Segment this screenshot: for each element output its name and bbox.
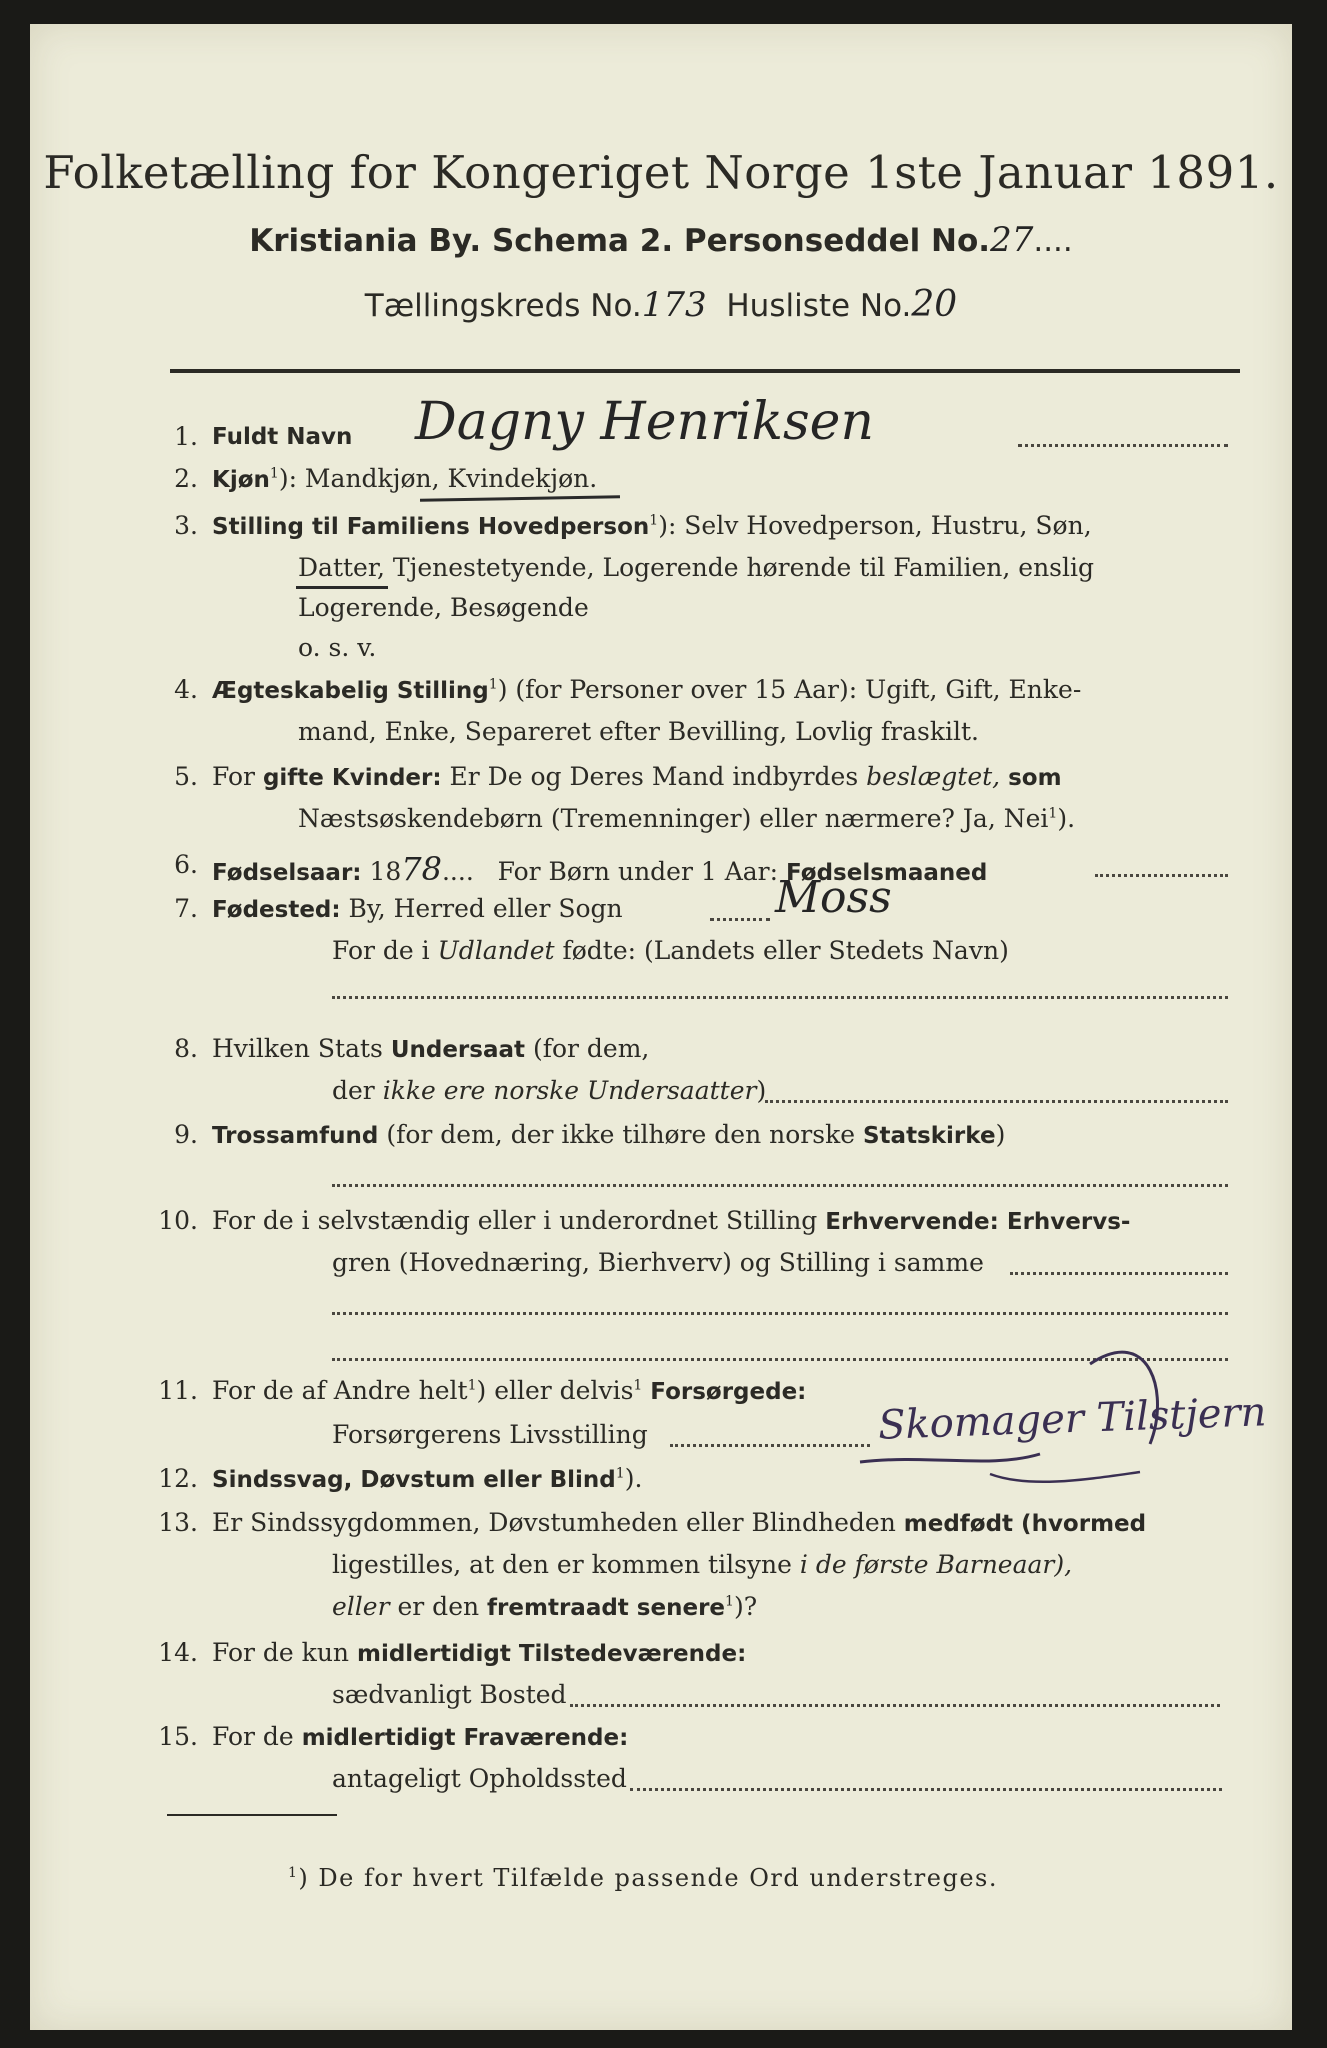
field-4-line-1: Ægteskabelig Stilling$^1$) (for Personer over 15 Aar): Ugift, Gift, Enke- [212, 675, 1082, 704]
field-5-line-1: For gifte Kvinder: Er De og Deres Mand indbyrdes beslægtet, som [212, 762, 1062, 791]
field-1-value: Dagny Henriksen [415, 392, 874, 452]
husliste-label: Husliste No. [726, 288, 912, 324]
field-2-options: ): Mandkjøn, Kvindekjøn. [278, 464, 598, 493]
field-3-line-1: Stilling til Familiens Hovedperson$^1$): Selv Hovedperson, Hustru, Søn, [212, 511, 1092, 540]
field-13-line-2: ligestilles, at den er kommen tilsyne i de første Barneaar), [332, 1550, 1073, 1579]
field-14-line-2: sædvanligt Bosted [332, 1680, 567, 1709]
field-7-value: Moss [775, 872, 892, 923]
field-13-line-1: Er Sindssygdommen, Døvstumheden eller Blindheden medfødt (hvormed [212, 1508, 1147, 1537]
field-11-label: Forsørgede: [650, 1379, 807, 1405]
field-11-number: 11. [158, 1376, 198, 1405]
personseddel-number: 27 [990, 220, 1034, 260]
field-14-dotline [570, 1704, 1220, 1707]
field-10-number: 10. [158, 1206, 198, 1235]
field-9-number: 9. [174, 1120, 198, 1149]
field-7-number: 7. [174, 894, 198, 923]
census-form-sheet [30, 24, 1292, 2030]
field-1-number: 1. [174, 422, 198, 451]
footnote: $^1$) De for hvert Tilfælde passende Ord understreges. [288, 1864, 998, 1892]
field-3-line-2: Datter, Tjenestetyende, Logerende hørende til Familien, enslig [298, 553, 1095, 582]
field-3-number: 3. [174, 511, 198, 540]
field-6-label: Fødselsaar: [212, 860, 362, 886]
field-15-line-1: For de midlertidigt Fraværende: [212, 1722, 629, 1751]
field-13-label: medfødt [903, 1511, 1014, 1537]
field-14-line-1: For de kun midlertidigt Tilstedeværende: [212, 1638, 747, 1667]
field-7-label: Fødested: [212, 897, 341, 923]
field-2-label: Kjøn [212, 467, 270, 493]
field-9-label: Trossamfund [212, 1123, 379, 1149]
field-8-line-1: Hvilken Stats Undersaat (for dem, [212, 1034, 650, 1063]
field-10-line-1: For de i selvstændig eller i underordnet Stilling Erhvervende: Erhvervs- [212, 1206, 1131, 1235]
field-5-label: gifte Kvinder: [262, 765, 442, 791]
field-14-label: midlertidigt Tilstedeværende: [356, 1641, 747, 1667]
field-2-number: 2. [174, 464, 198, 493]
field-7-line-2: For de i Udlandet fødte: (Landets eller Stedets Navn) [332, 936, 1009, 965]
krets-number: 173 [641, 285, 707, 325]
field-14-number: 14. [158, 1638, 198, 1667]
field-11-line-2: Forsørgerens Livsstilling [332, 1420, 648, 1449]
field-4-label: Ægteskabelig Stilling [212, 678, 489, 704]
field-3-line-3: Logerende, Besøgende [298, 593, 589, 622]
field-13-line-3: eller er den fremtraadt senere$^1$)? [332, 1592, 758, 1621]
field-9-line: Trossamfund (for dem, der ikke tilhøre den norske Statskirke) [212, 1120, 1006, 1149]
form-subtitle: Kristiania By. Schema 2. Personseddel No.27.... [249, 220, 1073, 260]
field-3-label: Stilling til Familiens Hovedperson [212, 514, 650, 540]
field-7-line-1: Fødested: By, Herred eller Sogn [212, 894, 623, 923]
sup-marker: 1 [269, 465, 279, 482]
husliste-number: 20 [911, 284, 958, 325]
field-15-label: midlertidigt Fraværende: [301, 1725, 629, 1751]
field-11-line-1: For de af Andre helt$^1$) eller delvis$^1$ Forsørgede: [212, 1376, 807, 1405]
field-15-dotline [630, 1788, 1222, 1791]
field-8-line-2: der ikke ere norske Undersaatter) [332, 1076, 767, 1105]
field-6-line: Fødselsaar: 1878.... For Børn under 1 Aar: Fødselsmaaned [212, 850, 988, 888]
footnote-rule [167, 1814, 337, 1816]
field-1-label: Fuldt Navn [212, 424, 353, 450]
field-5-line-2: Næstsøskendebørn (Tremenninger) eller nærmere? Ja, Nei$^1$). [298, 804, 1076, 833]
field-10-label: Erhvervende: [825, 1209, 999, 1235]
field-12-label: Sindssvag, Døvstum eller Blind [212, 1467, 616, 1493]
field-13-number: 13. [158, 1508, 198, 1537]
form-title: Folketælling for Kongeriget Norge 1ste Januar 1891. [43, 146, 1279, 199]
field-6-value: 78 [401, 850, 442, 888]
field-12-number: 12. [158, 1464, 198, 1493]
field-15-line-2: antageligt Opholdssted [332, 1764, 627, 1793]
field-10-line-2: gren (Hovednæring, Bierhverv) og Stilling i samme [332, 1248, 984, 1277]
field-11-value: Skomager Tilstjern [877, 1389, 1268, 1449]
field-3-line-4: o. s. v. [298, 633, 377, 662]
field-5-number: 5. [174, 762, 198, 791]
subtitle-text: Kristiania By. Schema 2. Personseddel No. [249, 223, 991, 259]
field-8-label: Undersaat [390, 1037, 525, 1063]
field-15-number: 15. [158, 1722, 198, 1751]
krets-label: Tællingskreds No. [364, 288, 642, 324]
field-8-number: 8. [174, 1034, 198, 1063]
field-12-line: Sindssvag, Døvstum eller Blind$^1$). [212, 1464, 643, 1493]
field-6-number: 6. [174, 850, 198, 879]
field-4-number: 4. [174, 675, 198, 704]
field-4-line-2: mand, Enke, Separeret efter Bevilling, Lovlig fraskilt. [298, 717, 979, 746]
